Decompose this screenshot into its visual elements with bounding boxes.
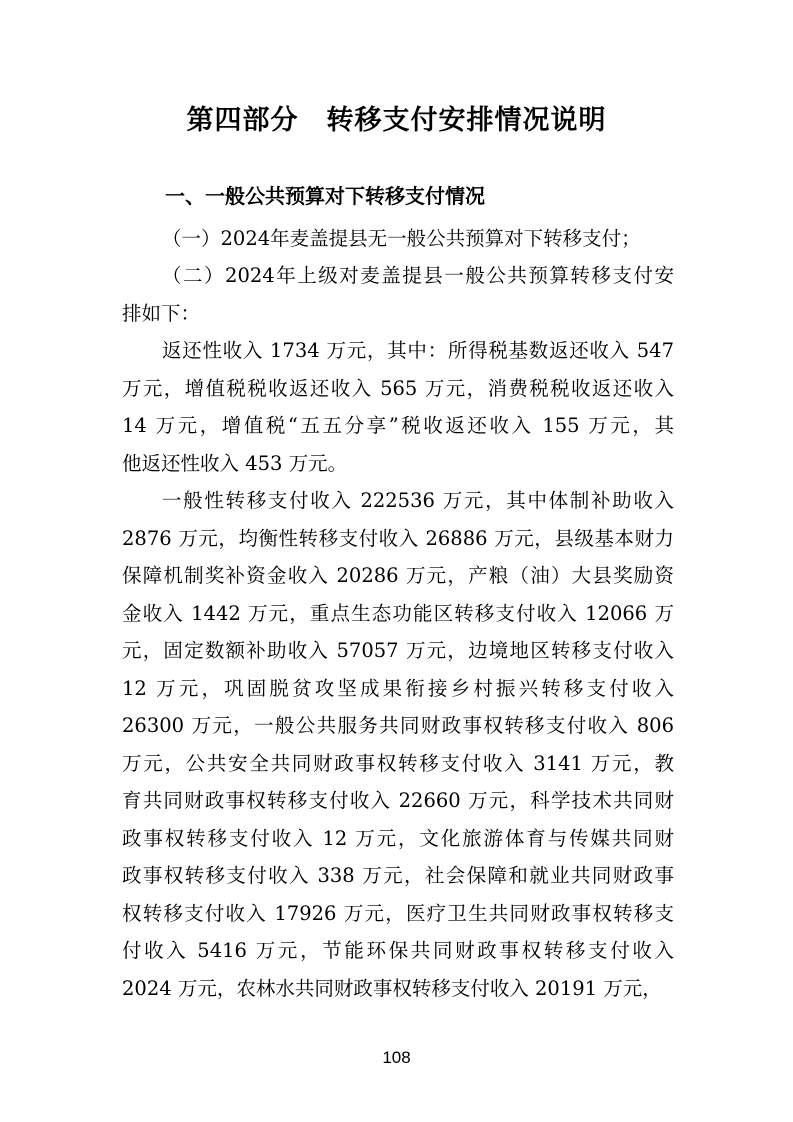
paragraph-4 xyxy=(122,482,674,1007)
text-line: 14 万元，增值税“五五分享”税收返还收入 155 万元，其 xyxy=(122,414,674,437)
section-heading: 一、一般公共预算对下转移支付情况 xyxy=(165,184,485,208)
text-line: 金收入 1442 万元，重点生态功能区转移支付收入 12066 万 xyxy=(122,601,674,625)
text-line: 他返还性收入 453 万元。 xyxy=(122,451,348,475)
text-line: 排如下： xyxy=(122,301,201,325)
text-line: 12 万元，巩固脱贫攻坚成果衔接乡村振兴转移支付收入 xyxy=(122,676,674,700)
text-line: 育共同财政事权转移支付收入 22660 万元，科学技术共同财 xyxy=(122,789,674,812)
text-line: 2024 万元，农林水共同财政事权转移支付收入 20191 万元， xyxy=(122,976,662,1000)
text-line: 返还性收入 1734 万元，其中：所得税基数返还收入 547 xyxy=(162,339,674,362)
page-title: 第四部分 转移支付安排情况说明 xyxy=(186,105,607,136)
text-line: 万元，公共安全共同财政事权转移支付收入 3141 万元，教 xyxy=(122,751,674,775)
page-number: 108 xyxy=(382,1048,411,1067)
text-line: （一）2024年麦盖提县无一般公共预算对下转移支付； xyxy=(162,227,641,250)
text-line: 万元，增值税税收返还收入 565 万元，消费税税收返还收入 xyxy=(122,376,674,400)
text-line: 26300 万元，一般公共服务共同财政事权转移支付收入 806 xyxy=(122,714,674,737)
text-line: 政事权转移支付收入 12 万元，文化旅游体育与传媒共同财 xyxy=(122,826,674,850)
text-line: 政事权转移支付收入 338 万元，社会保障和就业共同财政事 xyxy=(122,864,674,887)
text-line: （二）2024年上级对麦盖提县一般公共预算转移支付安 xyxy=(162,264,674,287)
paragraph-1 xyxy=(122,220,674,258)
text-line: 2876 万元，均衡性转移支付收入 26886 万元，县级基本财力 xyxy=(122,526,674,550)
text-line: 一般性转移支付收入 222536 万元，其中体制补助收入 xyxy=(162,489,674,512)
text-line: 付收入 5416 万元，节能环保共同财政事权转移支付收入 xyxy=(122,939,674,962)
text-line: 保障机制奖补资金收入 20286 万元，产粮（油）大县奖励资 xyxy=(122,564,674,587)
text-line: 权转移支付收入 17926 万元，医疗卫生共同财政事权转移支 xyxy=(122,901,674,925)
paragraph-3 xyxy=(122,332,674,482)
text-line: 元，固定数额补助收入 57057 万元，边境地区转移支付收入 xyxy=(122,639,674,662)
paragraph-2 xyxy=(122,257,674,332)
